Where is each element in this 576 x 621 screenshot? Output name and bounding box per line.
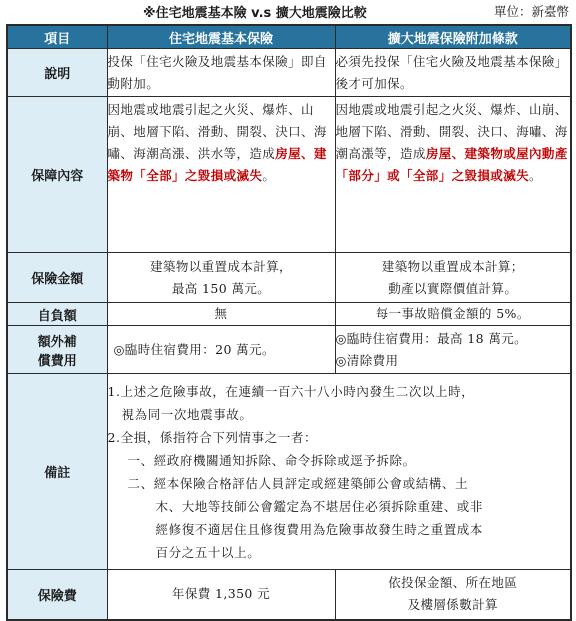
- row-label-description: 說明: [7, 49, 107, 97]
- amount-extended-line1: 建築物以重置成本計算；: [381, 258, 524, 274]
- deductible-extended: 每一事故賠償金額的 5%。: [335, 303, 571, 326]
- table-row-amount: [7, 253, 571, 303]
- note-2-item-b-line2: 木、大地等技師公會鑑定為不堪居住必須拆除重建、或非: [155, 498, 484, 514]
- premium-extended: [335, 570, 571, 620]
- note-2-item-a: 一、經政府機關通知拆除、命令拆除或逕予拆除。: [127, 452, 416, 468]
- description-basic: 投保「住宅火險及地震基本保險」即自動附加。: [107, 49, 335, 97]
- coverage-basic-highlight: 房屋、建築物「全部」之毀損或滅失: [107, 146, 327, 183]
- row-label-coverage: 保障內容: [7, 97, 107, 253]
- row-label-premium: 保險費: [7, 570, 107, 620]
- note-2: 2.全損，係指符合下列情事之一者：: [107, 429, 318, 445]
- premium-basic: 年保費 1,350 元: [107, 570, 335, 620]
- extra-extended: [335, 326, 571, 374]
- page-title: ※住宅地震基本險 v.s 擴大地震險比較: [143, 6, 367, 21]
- extra-basic: ◎臨時住宿費用：20 萬元。: [107, 326, 335, 374]
- amount-basic-line2: 最高 150 萬元。: [171, 280, 271, 296]
- description-extended: 必須先投保「住宅火險及地震基本保險」後才可加保。: [335, 49, 571, 97]
- coverage-extended-end: 。: [529, 168, 542, 183]
- note-2-item-b-line3: 經修復不適居住且修復費用為危險事故發生時之重置成本: [155, 521, 484, 537]
- unit-label: 單位：新臺幣: [494, 4, 570, 19]
- header-item: 項目: [7, 25, 107, 49]
- table-row-deductible: [7, 303, 571, 326]
- row-label-notes: 備註: [7, 374, 107, 570]
- extra-extended-line2: ◎清除費用: [335, 352, 399, 368]
- deductible-basic: 無: [107, 303, 335, 326]
- note-2-item-b-line1: 二、經本保險合格評估人員評定或經建築師公會或結構、土: [127, 475, 469, 491]
- table-row-description: [7, 49, 571, 97]
- premium-extended-line2: 及樓層係數計算: [407, 597, 498, 613]
- coverage-extended: [335, 97, 571, 253]
- amount-extended: [335, 253, 571, 303]
- row-label-deductible: 自負額: [7, 303, 107, 326]
- coverage-basic-end: 。: [262, 168, 276, 183]
- extra-extended-line1: ◎臨時住宿費用：最高 18 萬元。: [335, 330, 528, 346]
- table-row-notes: [7, 374, 571, 570]
- comparison-table: [6, 24, 572, 621]
- table-row-premium: [7, 570, 571, 620]
- note-1-line1: 1.上述之危險事故，在連續一百六十八小時內發生二次以上時，: [107, 383, 475, 399]
- table-row-coverage: [7, 97, 571, 253]
- header-extended-insurance: 擴大地震保險附加條款: [335, 25, 571, 49]
- amount-extended-line2: 動產以實際價值計算。: [388, 280, 518, 296]
- note-2-item-b-line4: 百分之五十以上。: [155, 544, 261, 560]
- notes-content: [107, 374, 571, 570]
- header-basic-insurance: 住宅地震基本保險: [107, 25, 335, 49]
- amount-basic: [107, 253, 335, 303]
- coverage-basic-text: 因地震或地震引起之火災、爆炸、山崩、地層下陷、滑動、開裂、決口、海嘯、海潮高漲、洪水等，造成: [107, 102, 327, 161]
- note-1-line2: 視為同一次地震事故。: [121, 406, 253, 422]
- table-header-row: [7, 25, 571, 49]
- row-label-extra-line2: 償費用: [37, 353, 77, 369]
- amount-basic-line1: 建築物以重置成本計算，: [150, 258, 292, 274]
- row-label-extra: [7, 326, 107, 374]
- row-label-extra-line1: 額外補: [37, 334, 77, 350]
- row-label-amount: 保險金額: [7, 253, 107, 303]
- table-row-extra: [7, 326, 571, 374]
- coverage-basic: [107, 97, 335, 253]
- premium-extended-line1: 依投保金額、所在地區: [388, 575, 518, 591]
- coverage-extended-highlight: 房屋、建築物或屋內動產「部分」或「全部」之毀損或滅失: [335, 146, 568, 183]
- coverage-extended-text: 因地震或地震引起之火災、爆炸、山崩、地層下陷、滑動、開裂、決口、海嘯、海潮高漲等，造成: [335, 102, 568, 161]
